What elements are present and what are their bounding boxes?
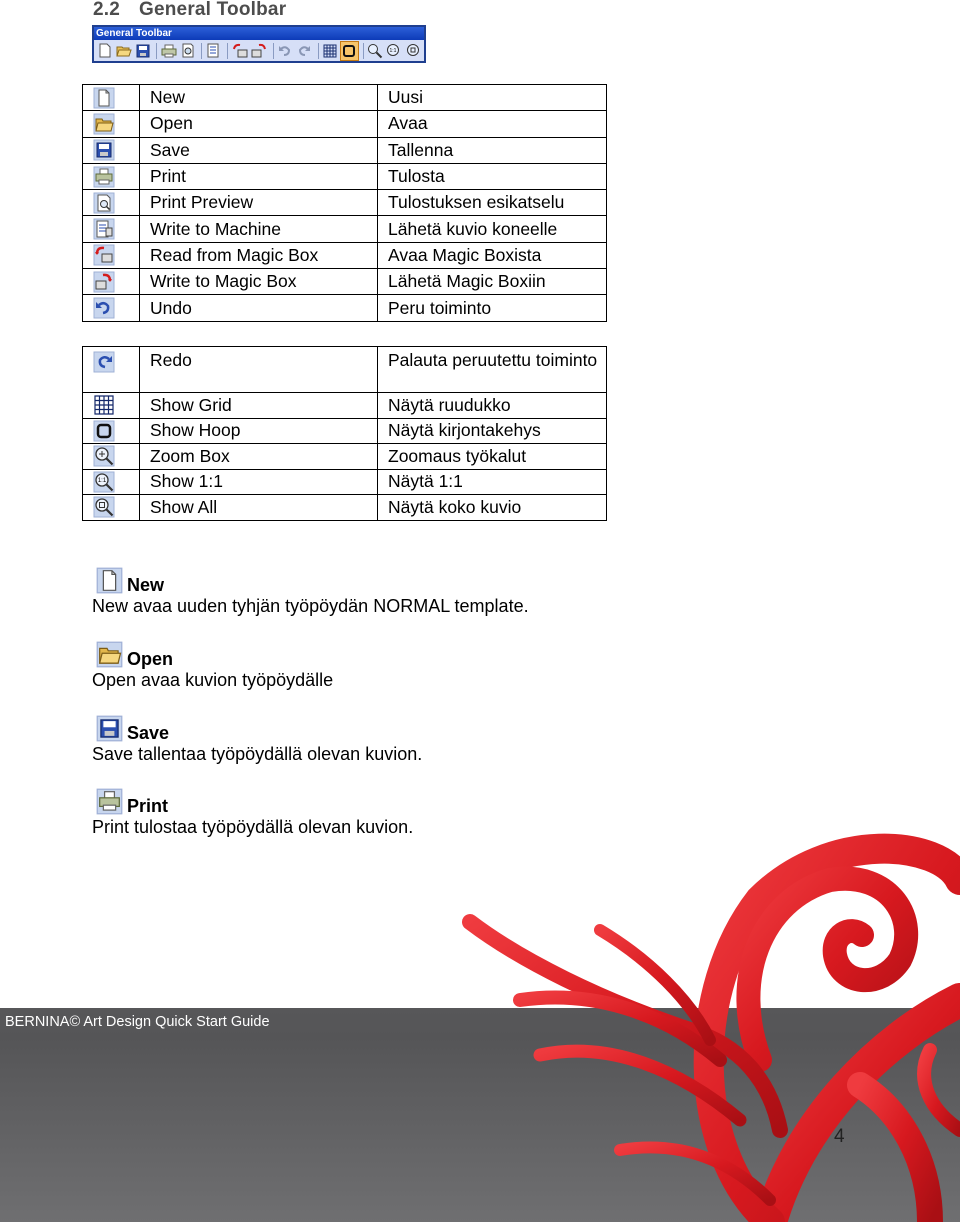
icon-cell — [83, 418, 140, 444]
table-row — [83, 163, 607, 189]
section-open-desc: Open avaa kuvion työpöydälle — [92, 670, 334, 690]
table-row — [83, 495, 607, 521]
toolbar-new-button[interactable] — [96, 42, 113, 60]
command-name-en: Print — [140, 163, 378, 189]
toolbar-write-magic-box-button[interactable] — [251, 42, 268, 60]
page-number: 4 — [834, 1126, 845, 1147]
section-print-title: Print — [127, 796, 169, 816]
command-name-en: Show 1:1 — [140, 469, 378, 495]
toolbar-open-button[interactable] — [115, 42, 132, 60]
section-title: General Toolbar — [139, 0, 287, 20]
command-name-fi: Zoomaus työkalut — [378, 444, 607, 470]
icon-cell — [83, 190, 140, 216]
toolbar-separator — [363, 43, 364, 59]
open-icon — [96, 641, 123, 668]
icon-cell — [83, 444, 140, 470]
toolbar-separator — [318, 43, 319, 59]
svg-text:1:1: 1:1 — [390, 47, 397, 54]
toolbar-separator — [201, 43, 202, 59]
section-save — [92, 715, 422, 765]
table-row — [83, 242, 607, 268]
icon-cell — [83, 137, 140, 163]
command-name-en: Show Hoop — [140, 418, 378, 444]
command-name-fi: Näytä 1:1 — [378, 469, 607, 495]
icon-cell — [83, 495, 140, 521]
icon-cell — [83, 216, 140, 242]
section-open — [92, 641, 333, 691]
print-icon — [96, 788, 123, 815]
open-icon — [93, 113, 139, 135]
command-name-fi: Avaa — [378, 111, 607, 137]
icon-cell — [83, 269, 140, 295]
command-name-fi: Palauta peruutettu toiminto — [378, 347, 607, 393]
toolbar-title: General Toolbar — [94, 27, 424, 40]
icon-cell — [83, 111, 140, 137]
command-name-en: Print Preview — [140, 190, 378, 216]
table-row — [83, 190, 607, 216]
section-heading — [93, 0, 286, 21]
icon-cell — [83, 295, 140, 321]
print-preview-icon — [93, 192, 139, 214]
redo-icon — [93, 351, 139, 373]
footer-brand: BERNINA© Art Design Quick Start Guide — [5, 1014, 270, 1030]
footer-band — [0, 1008, 960, 1222]
toolbar-separator — [156, 43, 157, 59]
toolbar-show-1-1-button[interactable] — [386, 42, 403, 60]
command-name-fi: Lähetä kuvio koneelle — [378, 216, 607, 242]
table-row — [83, 347, 607, 393]
show-hoop-icon — [93, 420, 139, 442]
command-name-en: Save — [140, 137, 378, 163]
command-name-fi: Lähetä Magic Boxiin — [378, 269, 607, 295]
toolbar-save-button[interactable] — [134, 42, 151, 60]
print-icon — [93, 166, 139, 188]
toolbar-show-all-button[interactable] — [405, 42, 422, 60]
toolbar-zoom-box-button[interactable] — [367, 42, 384, 60]
toolbar-show-grid-button[interactable] — [322, 42, 339, 60]
command-name-en: New — [140, 85, 378, 111]
toolbar-separator — [273, 43, 274, 59]
section-save-desc: Save tallentaa työpöydällä olevan kuvion. — [92, 744, 423, 764]
command-name-fi: Uusi — [378, 85, 607, 111]
toolbar-icons — [94, 40, 424, 61]
toolbar-undo-button[interactable] — [277, 42, 294, 60]
save-icon — [96, 715, 123, 742]
icon-cell — [83, 469, 140, 495]
toolbar-print-button[interactable] — [160, 42, 177, 60]
table-row — [83, 393, 607, 419]
section-print-desc: Print tulostaa työpöydällä olevan kuvion. — [92, 817, 414, 837]
command-name-fi: Näytä koko kuvio — [378, 495, 607, 521]
toolbar-read-magic-box-button[interactable] — [231, 42, 248, 60]
command-name-en: Zoom Box — [140, 444, 378, 470]
command-name-en: Redo — [140, 347, 378, 393]
command-name-en: Read from Magic Box — [140, 242, 378, 268]
table-row — [83, 295, 607, 321]
command-name-en: Show Grid — [140, 393, 378, 419]
command-name-fi: Näytä kirjontakehys — [378, 418, 607, 444]
undo-icon — [93, 297, 139, 319]
toolbar-write-to-machine-button[interactable] — [205, 42, 222, 60]
svg-text:1:1: 1:1 — [97, 477, 107, 484]
toolbar-show-hoop-button[interactable] — [341, 42, 358, 60]
show-1-1-icon — [93, 471, 139, 493]
section-open-title: Open — [127, 649, 174, 669]
section-new-title: New — [127, 575, 165, 595]
icon-cell — [83, 347, 140, 393]
command-name-en: Open — [140, 111, 378, 137]
icon-cell — [83, 242, 140, 268]
command-name-en: Undo — [140, 295, 378, 321]
table-row — [83, 469, 607, 495]
save-icon — [93, 139, 139, 161]
new-icon — [93, 87, 139, 109]
new-icon — [96, 567, 123, 594]
table-row — [83, 216, 607, 242]
zoom-box-icon — [93, 445, 139, 467]
command-name-fi: Avaa Magic Boxista — [378, 242, 607, 268]
command-name-en: Show All — [140, 495, 378, 521]
command-name-en: Write to Machine — [140, 216, 378, 242]
command-name-fi: Peru toiminto — [378, 295, 607, 321]
table-row — [83, 444, 607, 470]
command-name-fi: Tulosta — [378, 163, 607, 189]
show-all-icon — [93, 496, 139, 518]
table-row — [83, 85, 607, 111]
command-name-fi: Näytä ruudukko — [378, 393, 607, 419]
read-magic-box-icon — [93, 244, 139, 266]
table-row — [83, 418, 607, 444]
table-row — [83, 269, 607, 295]
write-magic-box-icon — [93, 271, 139, 293]
command-table-1 — [82, 84, 607, 322]
table-row — [83, 111, 607, 137]
command-table-2 — [82, 346, 607, 521]
section-new-desc: New avaa uuden tyhjän työpöydän NORMAL template. — [92, 596, 529, 616]
show-grid-icon — [93, 394, 139, 416]
command-name-fi: Tulostuksen esikatselu — [378, 190, 607, 216]
icon-cell — [83, 85, 140, 111]
icon-cell — [83, 163, 140, 189]
section-new — [92, 567, 529, 617]
toolbar-redo-button[interactable] — [296, 42, 313, 60]
section-save-title: Save — [127, 723, 170, 743]
general-toolbar — [92, 25, 426, 63]
command-name-en: Write to Magic Box — [140, 269, 378, 295]
table-row — [83, 137, 607, 163]
command-name-fi: Tallenna — [378, 137, 607, 163]
section-number: 2.2 — [93, 0, 121, 20]
toolbar-separator — [227, 43, 228, 59]
toolbar-print-preview-button[interactable] — [179, 42, 196, 60]
write-to-machine-icon — [93, 218, 139, 240]
icon-cell — [83, 393, 140, 419]
section-print — [92, 788, 413, 838]
